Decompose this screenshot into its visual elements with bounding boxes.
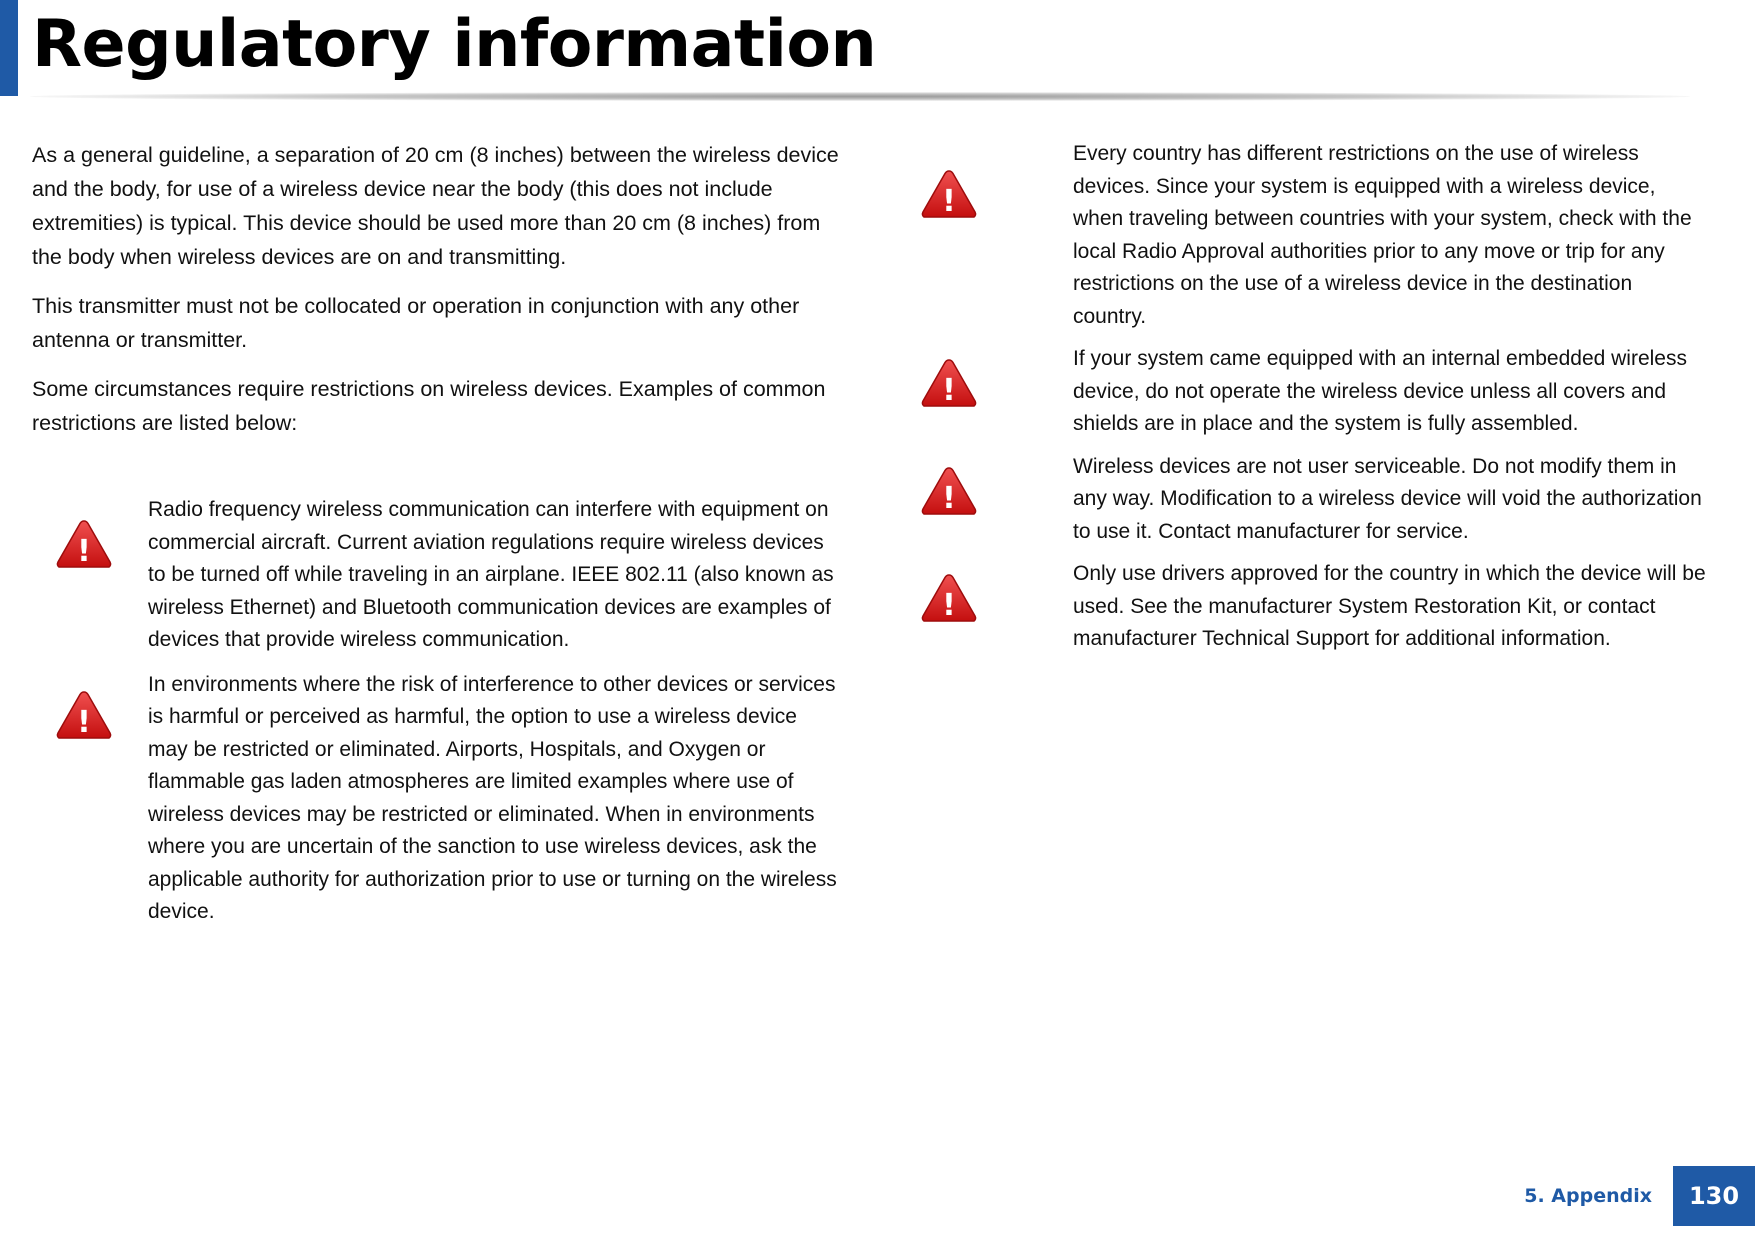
- page-title: Regulatory information: [32, 7, 877, 82]
- title-accent-bar: [0, 0, 18, 96]
- svg-text:!: !: [942, 588, 956, 623]
- right-column: [920, 142, 1710, 668]
- svg-text:!: !: [77, 534, 91, 569]
- warning-note: [32, 494, 847, 657]
- svg-text:!: !: [942, 480, 956, 516]
- warning-note: [920, 453, 1710, 549]
- warning-note: [920, 560, 1710, 656]
- warning-text: Every country has different restrictions on the use of wireless devices. Since your system is equipped with a wireless device, when traveling between countries with your system, check with the local Radio Approval authorities prior to any move or trip for any restrictions on the use of a wireless device in the destination country.: [1073, 142, 1692, 328]
- warning-note: [920, 142, 1710, 333]
- warning-text: Only use drivers approved for the country in which the device will be used. See the manufacturer System Restoration Kit, or contact manufacturer Technical Support for additional information.: [1073, 562, 1706, 650]
- warning-note: [920, 345, 1710, 441]
- svg-text:!: !: [942, 184, 956, 219]
- warning-triangle-icon: [55, 689, 113, 741]
- warning-triangle-icon: [55, 518, 113, 570]
- page-number-badge: 130: [1673, 1166, 1755, 1226]
- warning-triangle-icon: [920, 572, 978, 624]
- warning-triangle-icon: [920, 465, 978, 517]
- svg-text:!: !: [77, 704, 91, 740]
- footer-section-label: 5. Appendix: [1524, 1185, 1652, 1207]
- warning-triangle-icon: [920, 168, 978, 220]
- paragraph: This transmitter must not be collocated or operation in conjunction with any other antenna or transmitter.: [32, 294, 800, 352]
- warning-triangle-icon: [920, 357, 978, 409]
- warning-text: Radio frequency wireless communication can interfere with equipment on commercial aircraft. Current aviation regulations require wireless devices to be turned off while traveling in an airplane. IEEE 802.11 (also known as wireless Ethernet) and Bluetooth communication devices are examples of devices that provide wireless communication.: [148, 498, 834, 651]
- left-column: [32, 138, 847, 929]
- paragraph: Some circumstances require restrictions on wireless devices. Examples of common restrictions are listed below:: [32, 377, 826, 435]
- warning-text: If your system came equipped with an internal embedded wireless device, do not operate the wireless device unless all covers and shields are in place and the system is fully assembled.: [1073, 347, 1687, 435]
- warning-note: [32, 669, 847, 929]
- warning-text: Wireless devices are not user serviceable. Do not modify them in any way. Modification to a wireless device will void the authorization to use it. Contact manufacturer for service.: [1073, 454, 1702, 543]
- title-divider: [30, 92, 1690, 101]
- warning-text: In environments where the risk of interference to other devices or services is harmful or perceived as harmful, the option to use a wireless device may be restricted or eliminated. Airports, Hospitals, and Oxygen or flammable gas laden atmospheres are limited examples where use of wireless devices may be restricted or eliminated. When in environments where you are uncertain of the sanction to use wireless devices, ask the applicable authority for authorization prior to use or turning on the wireless device.: [148, 672, 837, 923]
- svg-text:!: !: [942, 373, 956, 408]
- paragraph: As a general guideline, a separation of 20 cm (8 inches) between the wireless device and the body, for use of a wireless device near the body (this does not include extremities) is typical. This device should be used more than 20 cm (8 inches) from the body when wireless devices are on and transmitting.: [32, 143, 839, 269]
